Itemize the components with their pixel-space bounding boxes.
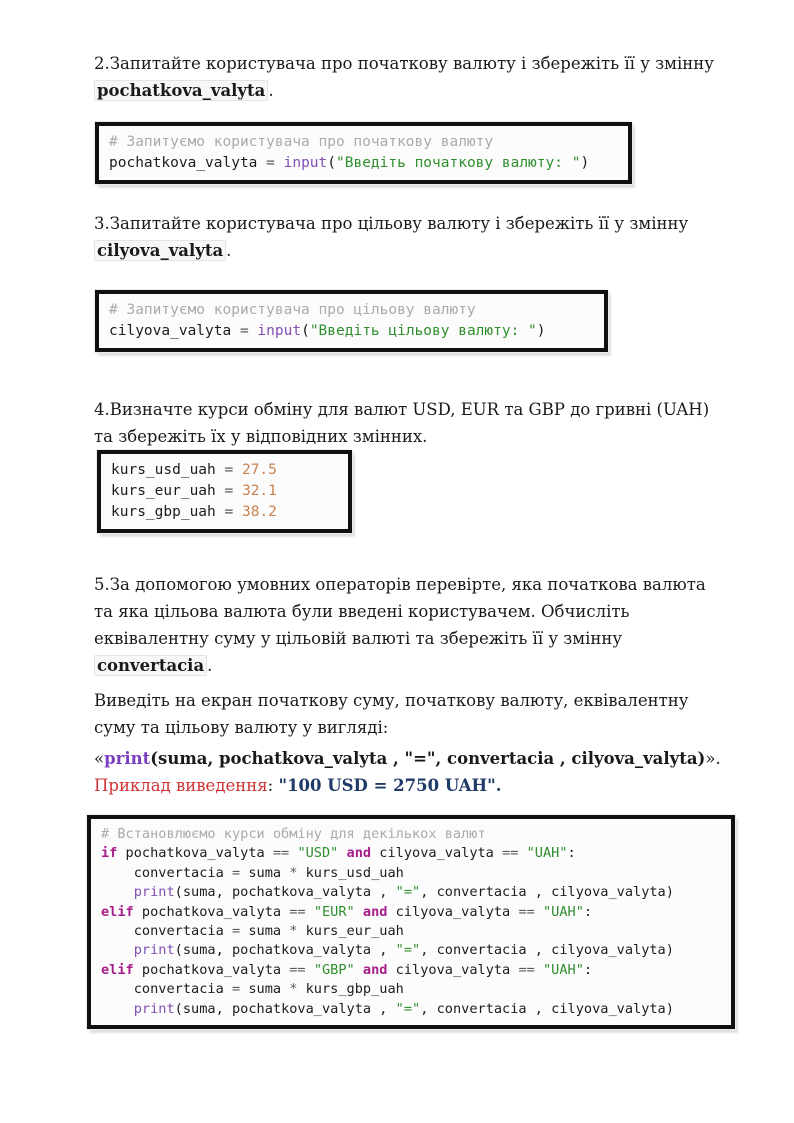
- code-token: [355, 904, 363, 920]
- code-block-kurs-values: [97, 450, 352, 533]
- code-token: [535, 962, 543, 978]
- code-token: "=": [395, 942, 421, 959]
- code-line: [101, 1000, 721, 1019]
- code-line: [109, 132, 618, 153]
- code-token: suma: [240, 864, 290, 881]
- example-output-text: [94, 772, 722, 799]
- code-line: [101, 922, 721, 941]
- code-token: print: [133, 884, 175, 901]
- code-token: input: [257, 323, 302, 339]
- code-token: ==: [518, 961, 535, 978]
- code-token: 32.1: [241, 483, 277, 499]
- code-token: ==: [518, 903, 535, 920]
- code-token: pochatkova_valyta: [109, 155, 267, 171]
- code-token: , convertacia , cilyova_valyta): [420, 942, 674, 959]
- code-token: suma: [240, 981, 290, 998]
- code-token: ==: [502, 845, 519, 862]
- code-token: ): [536, 323, 546, 339]
- code-token: =: [224, 504, 234, 520]
- code-token: input: [283, 155, 328, 171]
- code-token: kurs_usd_uah: [111, 462, 225, 478]
- code-token: [233, 504, 242, 520]
- code-line: [101, 903, 721, 922]
- code-token: "Введіть початкову валюту: ": [336, 155, 581, 171]
- code-block-conversion-logic: [87, 815, 735, 1032]
- code-token: and: [362, 903, 388, 920]
- text-run: pochatkova_valyta: [94, 80, 268, 101]
- code-token: *: [289, 864, 298, 881]
- code-token: elif: [101, 903, 134, 920]
- code-token: [101, 884, 134, 900]
- text-run: «: [94, 749, 105, 768]
- code-token: =: [266, 155, 275, 171]
- instruction-step-4: [94, 396, 722, 450]
- code-line: [111, 481, 338, 502]
- code-token: [355, 962, 363, 978]
- code-token: # Запитуємо користувача про початкову валюту: [109, 134, 494, 150]
- code-token: kurs_usd_uah: [297, 864, 404, 881]
- code-token: :: [583, 903, 593, 920]
- instruction-step-2: [94, 50, 722, 104]
- code-token: [518, 845, 526, 861]
- code-token: (suma, pochatkova_valyta ,: [174, 942, 396, 959]
- code-token: kurs_eur_uah: [111, 483, 225, 499]
- code-token: 38.2: [241, 504, 277, 520]
- code-line: [101, 941, 721, 960]
- code-token: [233, 462, 242, 478]
- code-token: kurs_eur_uah: [297, 923, 404, 940]
- code-token: and: [346, 845, 372, 862]
- code-token: [275, 155, 284, 171]
- code-token: ): [580, 155, 590, 171]
- code-token: "UAH": [543, 961, 584, 978]
- code-token: cilyova_valyta: [371, 845, 503, 862]
- code-line: [109, 153, 618, 174]
- code-token: kurs_gbp_uah: [111, 504, 225, 520]
- code-token: ==: [289, 961, 306, 978]
- code-token: [306, 962, 314, 978]
- code-token: "Введіть цільову валюту: ": [309, 323, 537, 339]
- code-token: :: [567, 845, 576, 862]
- code-line: [101, 844, 721, 863]
- code-line: [101, 864, 721, 883]
- code-token: :: [583, 961, 593, 978]
- code-token: [101, 942, 134, 958]
- code-token: if: [101, 845, 118, 862]
- instruction-step-5: [94, 571, 722, 679]
- code-token: =: [224, 462, 234, 478]
- text-run: 4.Визначте курси обміну для валют USD, EUR та GBP до гривні (UAH) та збережіть їх у відповідних змінних.: [94, 400, 710, 446]
- code-token: "EUR": [313, 903, 355, 920]
- code-token: (suma, pochatkova_valyta ,: [174, 884, 396, 901]
- code-line: [111, 460, 338, 481]
- code-token: kurs_gbp_uah: [297, 981, 404, 998]
- code-line: [109, 321, 594, 342]
- code-token: =: [224, 483, 234, 499]
- text-run: "100 USD = 2750 UAH".: [278, 776, 502, 795]
- code-token: [306, 904, 314, 920]
- code-token: [535, 904, 543, 920]
- code-token: "=": [395, 884, 421, 901]
- code-token: "UAH": [526, 845, 568, 862]
- code-token: "USD": [297, 845, 339, 862]
- code-token: ==: [272, 845, 290, 862]
- code-line: [101, 980, 721, 999]
- text-run: convertacia: [94, 655, 207, 676]
- text-run: (suma, pochatkova_valyta , "=", convertacia , cilyova_valyta): [150, 749, 706, 768]
- code-token: =: [231, 981, 241, 998]
- code-token: elif: [101, 961, 134, 978]
- code-token: and: [362, 961, 388, 978]
- code-token: pochatkova_valyta: [133, 903, 290, 920]
- instruction-step-3: [94, 210, 722, 264]
- text-run: 5.За допомогою умовних операторів перевірте, яка початкова валюта та яка цільова валюта були введені користувачем. Обчисліть еквівалентну суму у цільовій валюті та збережіть її у змінну: [94, 575, 706, 648]
- code-token: cilyova_valyta: [109, 323, 240, 339]
- code-token: pochatkova_valyta: [117, 845, 273, 862]
- code-block-input-pochatkova: [95, 122, 632, 184]
- code-token: convertacia: [101, 923, 232, 940]
- text-run: 3.Запитайте користувача про цільову валюту і збережіть її у змінну: [94, 214, 689, 233]
- code-line: [111, 502, 338, 523]
- text-run: :: [267, 776, 279, 795]
- code-token: convertacia: [101, 981, 232, 998]
- code-token: (: [301, 323, 310, 339]
- code-block-input-cilyova: [95, 290, 608, 352]
- code-token: "GBP": [313, 961, 355, 978]
- code-token: =: [239, 323, 249, 339]
- code-token: # Запитуємо користувача про цільову валюту: [109, 302, 476, 318]
- code-line: [101, 961, 721, 980]
- text-run: ».: [705, 749, 721, 768]
- code-line: [101, 883, 721, 902]
- code-token: (: [327, 155, 336, 171]
- code-token: # Встановлюємо курси обміну для декількох валют: [101, 826, 486, 842]
- print-format-text: [94, 745, 722, 772]
- clipped-character: .: [103, 1015, 112, 1032]
- code-token: *: [289, 923, 298, 940]
- code-token: "UAH": [543, 903, 584, 920]
- text-run: print: [104, 749, 151, 768]
- text-run: Виведіть на екран початкову суму, початкову валюту, еквівалентну суму та цільову валюту у вигляді:: [94, 691, 689, 737]
- text-run: .: [268, 81, 274, 100]
- code-token: [338, 845, 346, 861]
- code-token: , convertacia , cilyova_valyta): [420, 884, 674, 901]
- code-token: =: [231, 864, 241, 881]
- text-run: .: [207, 656, 213, 675]
- text-run: Приклад виведення: [94, 776, 268, 795]
- code-token: 27.5: [241, 462, 277, 478]
- code-line: [101, 825, 721, 844]
- code-token: , convertacia , cilyova_valyta): [420, 1000, 674, 1017]
- text-run: .: [226, 241, 232, 260]
- text-run: 2.Запитайте користувача про початкову валюту і збережіть її у змінну: [94, 54, 714, 73]
- code-token: *: [289, 981, 298, 998]
- output-intro-text: [94, 687, 722, 741]
- code-token: suma: [240, 923, 290, 940]
- code-token: (suma, pochatkova_valyta ,: [174, 1000, 396, 1017]
- code-line: [109, 300, 594, 321]
- code-token: cilyova_valyta: [387, 961, 519, 978]
- code-token: ==: [289, 903, 306, 920]
- code-token: print: [133, 1000, 175, 1017]
- code-token: convertacia: [101, 864, 232, 881]
- code-token: pochatkova_valyta: [133, 961, 290, 978]
- code-token: print: [133, 942, 175, 959]
- code-token: "=": [395, 1000, 421, 1017]
- code-token: =: [231, 923, 241, 940]
- text-run: cilyova_valyta: [94, 240, 226, 261]
- code-token: [233, 483, 242, 499]
- code-token: cilyova_valyta: [387, 903, 519, 920]
